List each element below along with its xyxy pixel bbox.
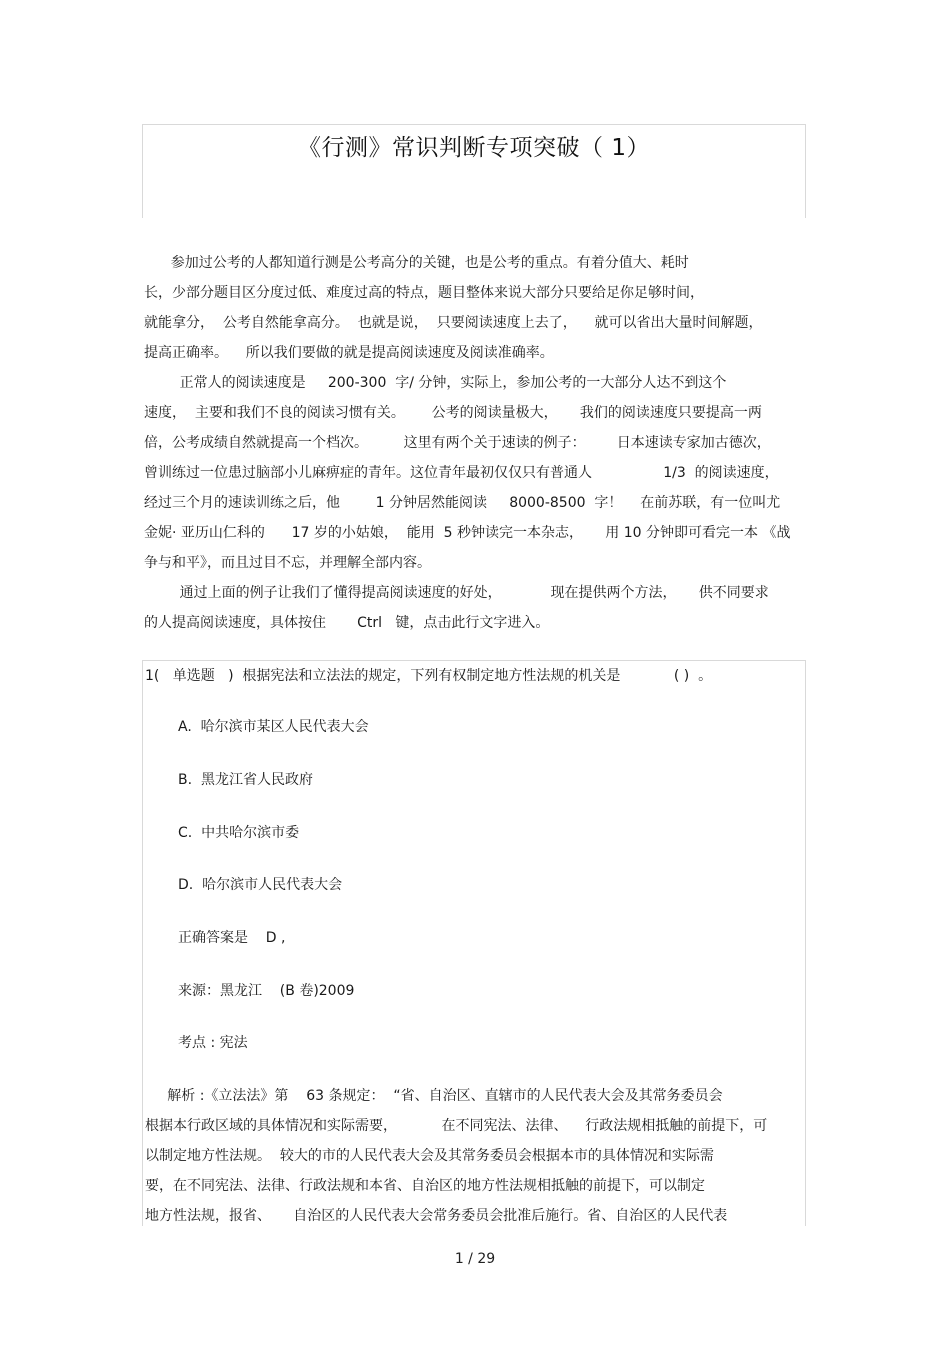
topic-line: 考点 : 宪法 [178, 1035, 248, 1051]
intro-paragraphs [144, 248, 808, 638]
analysis [145, 1081, 805, 1231]
page-title: 《行测》常识判断专项突破（ 1） [298, 135, 650, 161]
intro-line: 曾训练过一位患过脑部小儿麻痹症的青年。这位青年最初仅仅只有普通人 1/3 的阅读速度， [144, 465, 779, 481]
intro-line: 就能拿分， 公考自然能拿高分。 也就是说， 只要阅读速度上去了， 就可以省出大量时间解题， [144, 315, 763, 331]
intro-line: 经过三个月的速读训练之后，他 1 分钟居然能阅读 8000-8500 字！ 在前苏联，有一位叫尤 [144, 495, 781, 511]
option-a: A. 哈尔滨市某区人民代表大会 [178, 719, 369, 735]
option-b: B. 黑龙江省人民政府 [178, 772, 313, 788]
intro-line: 参加过公考的人都知道行测是公考高分的关键，也是公考的重点。有着分值大、耗时 [144, 255, 689, 271]
intro-line: 长，少部分题目区分度过低、难度过高的特点，题目整体来说大部分只要给足你足够时间， [144, 285, 704, 301]
option-c: C. 中共哈尔滨市委 [178, 825, 300, 841]
intro-line: 通过上面的例子让我们了懂得提高阅读速度的好处， 现在提供两个方法， 供不同要求 [144, 585, 769, 601]
analysis-line: 地方性法规，报省、 自治区的人民代表大会常务委员会批准后施行。省、自治区的人民代表 [145, 1208, 728, 1224]
intro-line: 正常人的阅读速度是 200-300 字/ 分钟，实际上，参加公考的一大部分人达不到这个 [144, 375, 727, 391]
answer-line: 正确答案是 D , [178, 930, 286, 946]
option-d: D. 哈尔滨市人民代表大会 [178, 877, 343, 893]
intro-line-ctrl-link[interactable]: 的人提高阅读速度，具体按住 Ctrl 键，点击此行文字进入。 [144, 615, 550, 631]
intro-line: 速度， 主要和我们不良的阅读习惯有关。 公考的阅读量极大， 我们的阅读速度只要提高一两 [144, 405, 762, 421]
intro-line: 金妮· 亚历山仁科的 17 岁的小姑娘， 能用 5 秒钟读完一本杂志， 用 10 分钟即可看完一本 《战 [144, 525, 791, 541]
intro-line: 倍，公考成绩自然就提高一个档次。 这里有两个关于速读的例子： 日本速读专家加古德次， [144, 435, 771, 451]
page-number: 1 / 29 [454, 1251, 496, 1267]
title-box [142, 124, 806, 218]
analysis-line: 根据本行政区域的具体情况和实际需要， 在不同宪法、法律、 行政法规相抵触的前提下，可 [145, 1118, 768, 1134]
intro-line: 争与和平》，而且过目不忘，并理解全部内容。 [144, 555, 431, 571]
source-line: 来源：黑龙江 (B 卷)2009 [178, 983, 355, 999]
question-stem: 1( 单选题 ) 根据宪法和立法法的规定，下列有权制定地方性法规的机关是 ( ) 。 [145, 668, 713, 684]
analysis-line: 要，在不同宪法、法律、行政法规和本省、自治区的地方性法规相抵触的前提下，可以制定 [145, 1178, 705, 1194]
intro-line: 提高正确率。 所以我们要做的就是提高阅读速度及阅读准确率。 [144, 345, 554, 361]
analysis-line: 以制定地方性法规。 较大的市的人民代表大会及其常务委员会根据本市的具体情况和实际需 [145, 1148, 714, 1164]
analysis-line: 解析 :《立法法》第 63 条规定： “省、自治区、直辖市的人民代表大会及其常务委员会 [145, 1088, 723, 1104]
question-box [142, 660, 806, 1226]
